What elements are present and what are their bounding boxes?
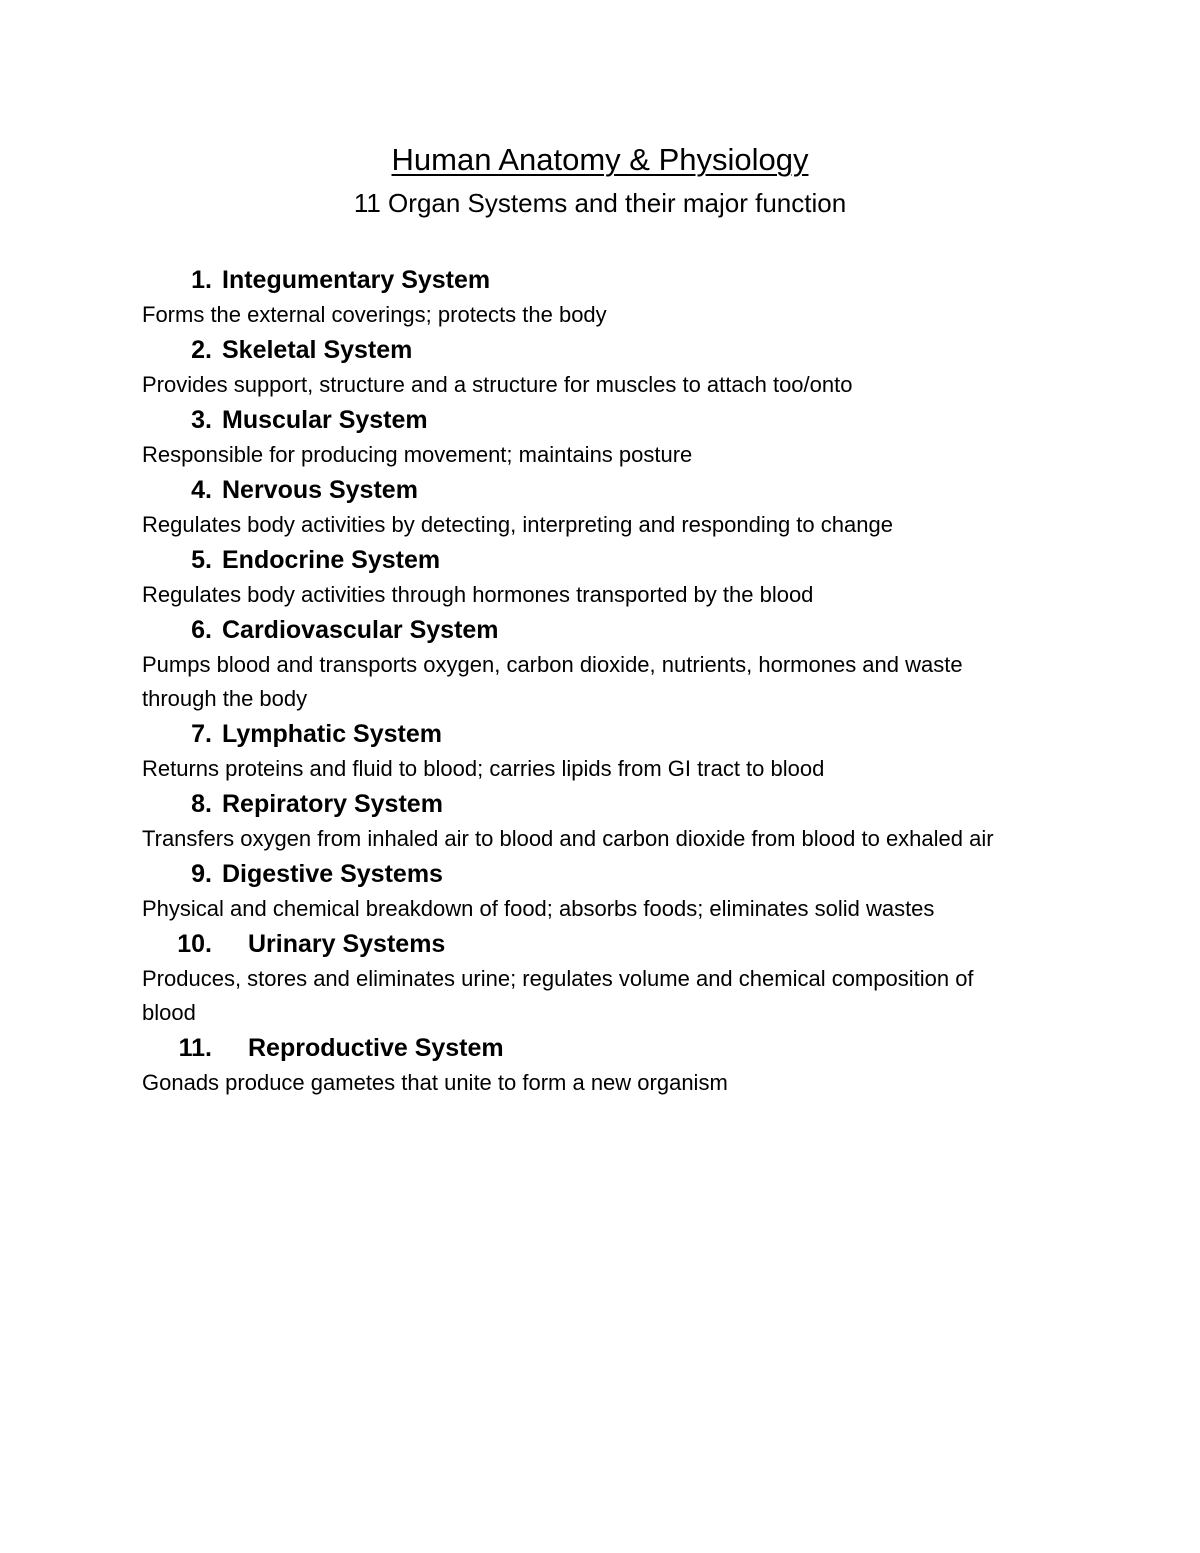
system-name: Integumentary System [222, 266, 491, 294]
system-entry [142, 856, 1042, 926]
system-description: Gonads produce gametes that unite to form a new organism [142, 1070, 728, 1095]
system-heading [142, 472, 1042, 508]
system-number: 9. [191, 860, 212, 888]
system-heading [142, 716, 1042, 752]
system-number: 10. [177, 930, 212, 958]
system-description: Returns proteins and fluid to blood; carries lipids from GI tract to blood [142, 756, 825, 781]
system-heading [142, 542, 1042, 578]
system-entry [142, 332, 1042, 402]
system-entry [142, 926, 1042, 1030]
system-entry [142, 612, 1042, 716]
system-name: Urinary Systems [248, 930, 446, 958]
system-description: Provides support, structure and a structure for muscles to attach too/onto [142, 372, 853, 397]
system-number: 5. [191, 546, 212, 574]
system-heading [142, 926, 1042, 962]
system-entry [142, 1030, 1042, 1100]
system-description: Physical and chemical breakdown of food; absorbs foods; eliminates solid wastes [142, 896, 935, 921]
system-description: Transfers oxygen from inhaled air to blood and carbon dioxide from blood to exhaled air [142, 826, 994, 851]
system-heading [142, 262, 1042, 298]
system-description: Regulates body activities through hormones transported by the blood [142, 582, 814, 607]
system-description: Produces, stores and eliminates urine; regulates volume and chemical composition of blood [142, 966, 974, 1025]
system-number: 1. [191, 266, 212, 294]
document-subtitle: 11 Organ Systems and their major function [353, 188, 847, 218]
system-name: Reproductive System [248, 1034, 504, 1062]
system-heading [142, 1030, 1042, 1066]
system-entry [142, 542, 1042, 612]
system-heading [142, 612, 1042, 648]
system-description: Pumps blood and transports oxygen, carbon dioxide, nutrients, hormones and waste through the body [142, 652, 963, 711]
system-name: Endocrine System [222, 546, 441, 574]
system-number: 7. [191, 720, 212, 748]
system-number: 8. [191, 790, 212, 818]
system-heading [142, 402, 1042, 438]
system-entry [142, 402, 1042, 472]
system-number: 2. [191, 336, 212, 364]
system-number: 6. [191, 616, 212, 644]
system-name: Cardiovascular System [222, 616, 499, 644]
system-entry [142, 716, 1042, 786]
system-description: Responsible for producing movement; maintains posture [142, 442, 693, 467]
system-name: Lymphatic System [222, 720, 442, 748]
system-number: 4. [191, 476, 212, 504]
system-number: 3. [191, 406, 212, 434]
system-name: Muscular System [222, 406, 428, 434]
system-entry [142, 786, 1042, 856]
system-description: Forms the external coverings; protects the body [142, 302, 607, 327]
system-name: Nervous System [222, 476, 418, 504]
document-title: Human Anatomy & Physiology [391, 142, 809, 177]
system-entry [142, 262, 1042, 332]
system-heading [142, 856, 1042, 892]
system-heading [142, 786, 1042, 822]
system-number: 11. [178, 1034, 212, 1062]
system-heading [142, 332, 1042, 368]
system-name: Skeletal System [222, 336, 413, 364]
system-description: Regulates body activities by detecting, interpreting and responding to change [142, 512, 893, 537]
system-name: Digestive Systems [222, 860, 443, 888]
organ-systems-list [142, 262, 1042, 1100]
system-name: Repiratory System [222, 790, 443, 818]
system-entry [142, 472, 1042, 542]
